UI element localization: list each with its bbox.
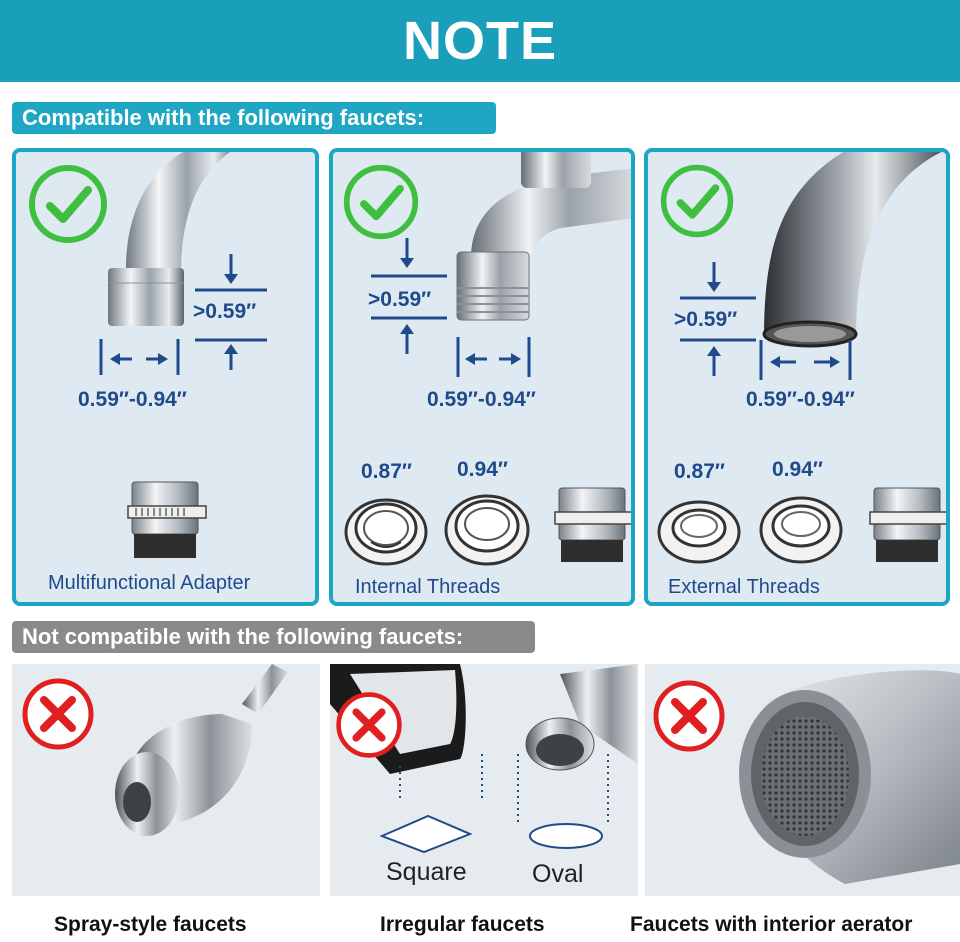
compatible-panel-internal-threads xyxy=(329,148,635,606)
width-dimension-marker xyxy=(98,337,188,377)
thread-size-large-label: 0.94″ xyxy=(772,458,823,481)
oval-shape-label: Oval xyxy=(532,860,584,888)
external-threads-caption: External Threads xyxy=(668,576,820,598)
incompatible-panel-irregular xyxy=(330,664,638,896)
page-title: NOTE xyxy=(402,11,557,71)
width-dimension-label: 0.59″-0.94″ xyxy=(78,388,187,411)
green-checkmark-icon xyxy=(341,162,421,242)
red-x-icon xyxy=(334,690,404,760)
internal-thread-ring-large-image xyxy=(443,490,531,568)
external-thread-ring-large-image xyxy=(758,492,844,566)
irregular-caption: Irregular faucets xyxy=(380,913,545,936)
note-banner xyxy=(0,0,960,82)
height-dimension-label: >0.59″ xyxy=(674,308,738,331)
shape-guide-lines xyxy=(370,754,620,864)
faucet-external-thread-spout-image xyxy=(760,148,950,348)
internal-thread-ring-small-image xyxy=(343,492,429,568)
red-x-icon xyxy=(651,678,727,754)
red-x-icon xyxy=(20,676,96,752)
faucet-threaded-spout-image xyxy=(451,148,635,328)
height-dimension-label: >0.59″ xyxy=(368,288,432,311)
internal-threads-caption: Internal Threads xyxy=(355,576,501,598)
external-thread-ring-small-image xyxy=(656,496,742,566)
spray-faucet-image xyxy=(102,664,302,854)
adapter-image xyxy=(553,486,633,570)
square-shape-label: Square xyxy=(386,858,467,886)
adapter-caption: Multifunctional Adapter xyxy=(48,572,251,594)
interior-aerator-faucet-image xyxy=(725,664,960,896)
width-dimension-marker xyxy=(758,338,858,382)
compatible-panel-multifunctional xyxy=(12,148,319,606)
thread-size-small-label: 0.87″ xyxy=(361,460,412,483)
thread-size-small-label: 0.87″ xyxy=(674,460,725,483)
width-dimension-label: 0.59″-0.94″ xyxy=(427,388,536,411)
incompatible-panel-spray xyxy=(12,664,320,896)
spray-caption: Spray-style faucets xyxy=(54,913,247,936)
height-dimension-label: >0.59″ xyxy=(193,300,257,323)
compatible-heading: Compatible with the following faucets: xyxy=(12,102,496,134)
adapter-image xyxy=(868,486,948,570)
not-compatible-heading: Not compatible with the following faucets: xyxy=(12,621,535,653)
compatible-panel-external-threads xyxy=(644,148,950,606)
incompatible-panel-interior-aerator xyxy=(645,664,960,896)
width-dimension-label: 0.59″-0.94″ xyxy=(746,388,855,411)
adapter-image xyxy=(126,480,206,565)
green-checkmark-icon xyxy=(658,162,736,240)
thread-size-large-label: 0.94″ xyxy=(457,458,508,481)
width-dimension-marker xyxy=(455,335,535,379)
interior-aerator-caption: Faucets with interior aerator xyxy=(630,913,913,936)
